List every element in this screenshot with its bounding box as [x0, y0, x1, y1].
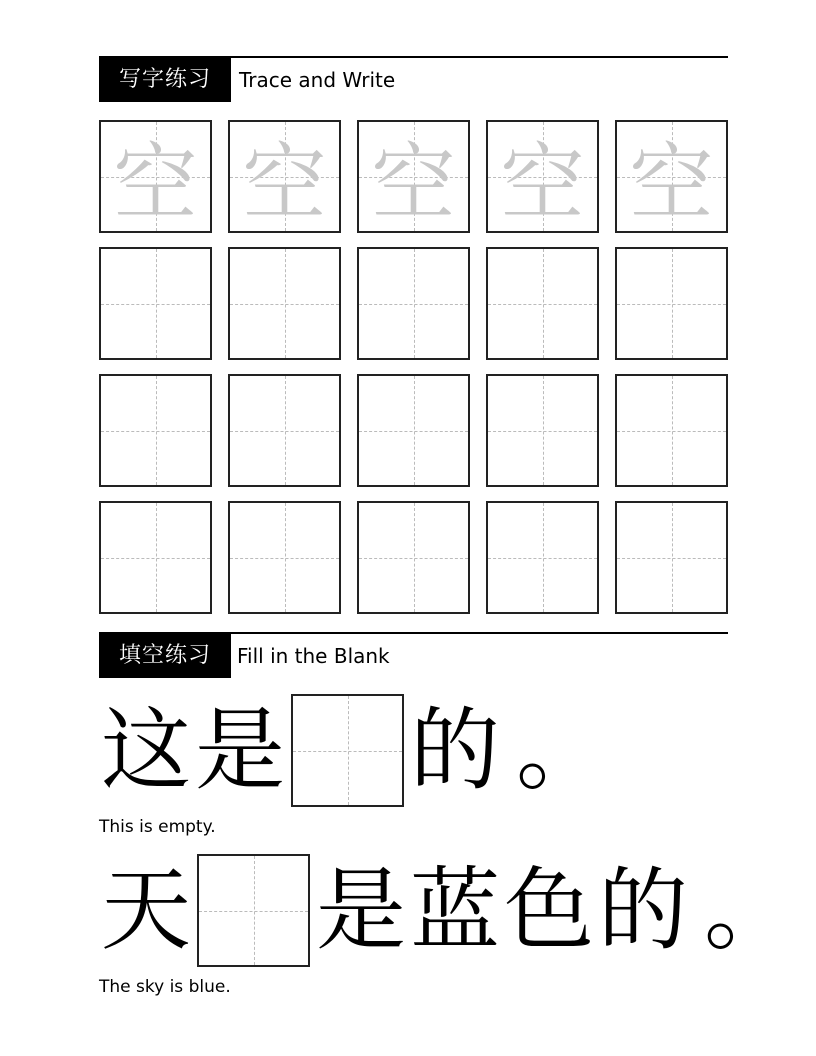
trace-character: 空	[113, 134, 198, 232]
sentence-character: 这	[101, 698, 191, 803]
write-cell[interactable]	[228, 501, 341, 614]
trace-write-subtitle: Trace and Write	[239, 68, 396, 92]
sentence-character: 天	[101, 858, 191, 963]
trace-character: 空	[242, 134, 327, 232]
sentence-punctuation: 。	[516, 698, 606, 803]
trace-character: 空	[629, 134, 714, 232]
sentence-character: 的	[598, 858, 688, 963]
fill-blank-subtitle: Fill in the Blank	[237, 644, 390, 668]
write-cell[interactable]	[99, 501, 212, 614]
sentence-translation: This is empty.	[99, 817, 216, 837]
write-row	[99, 247, 729, 360]
sentence-character: 是	[316, 858, 406, 963]
sentence-character: 是	[195, 698, 285, 803]
write-cell[interactable]	[99, 247, 212, 360]
blank-cell[interactable]	[291, 694, 404, 807]
practice-grid	[99, 120, 729, 628]
sentence-character: 色	[504, 858, 594, 963]
write-cell[interactable]	[357, 374, 470, 487]
trace-character: 空	[500, 134, 585, 232]
write-cell[interactable]	[486, 501, 599, 614]
write-cell[interactable]	[486, 247, 599, 360]
write-cell[interactable]	[615, 501, 728, 614]
write-cell[interactable]	[615, 374, 728, 487]
trace-cell[interactable]	[99, 120, 212, 233]
trace-row	[99, 120, 729, 233]
write-cell[interactable]	[99, 374, 212, 487]
trace-write-header	[99, 56, 728, 102]
trace-write-tag: 写字练习	[99, 58, 231, 102]
write-row	[99, 374, 729, 487]
trace-cell[interactable]	[615, 120, 728, 233]
fill-sentence	[99, 854, 794, 967]
sentence-punctuation: 。	[704, 858, 794, 963]
write-cell[interactable]	[357, 247, 470, 360]
write-cell[interactable]	[486, 374, 599, 487]
fill-blank-tag: 填空练习	[99, 634, 231, 678]
trace-character: 空	[371, 134, 456, 232]
trace-cell[interactable]	[357, 120, 470, 233]
write-cell[interactable]	[228, 374, 341, 487]
blank-cell[interactable]	[197, 854, 310, 967]
write-cell[interactable]	[228, 247, 341, 360]
trace-cell[interactable]	[486, 120, 599, 233]
fill-blank-header	[99, 632, 728, 678]
sentence-translation: The sky is blue.	[99, 977, 231, 997]
fill-sentence	[99, 694, 606, 807]
write-cell[interactable]	[615, 247, 728, 360]
write-cell[interactable]	[357, 501, 470, 614]
trace-cell[interactable]	[228, 120, 341, 233]
write-row	[99, 501, 729, 614]
sentence-character: 的	[410, 698, 500, 803]
sentence-character: 蓝	[410, 858, 500, 963]
